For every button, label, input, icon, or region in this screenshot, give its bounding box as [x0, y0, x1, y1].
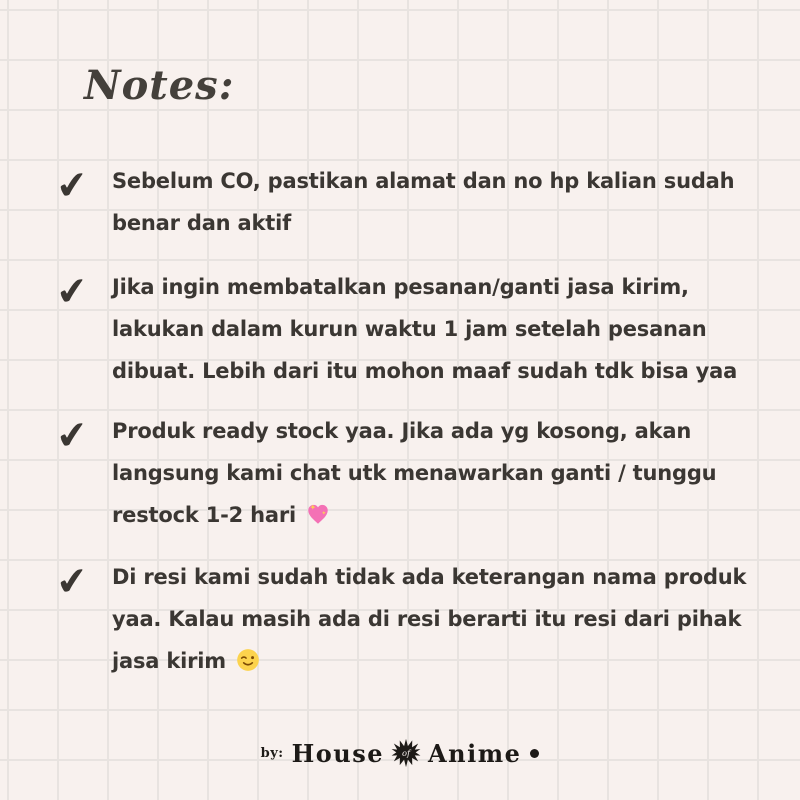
note-line: yaa. Kalau masih ada di resi berarti itu resi dari pihak [112, 607, 742, 631]
note-text [112, 556, 746, 682]
note-line: Sebelum CO, pastikan alamat dan no hp kalian sudah [112, 169, 735, 193]
page-title: Notes: [84, 62, 235, 109]
note-item-1 [56, 160, 734, 244]
checkmark-icon: ✔ [54, 161, 91, 209]
brand-name-anime: Anime [428, 738, 522, 768]
note-item-4 [56, 556, 746, 682]
note-line: benar dan aktif [112, 211, 292, 235]
note-line: Jika ingin membatalkan pesanan/ganti jasa kirim, [112, 275, 689, 299]
footer-by-label: by: [260, 745, 284, 761]
note-text [112, 160, 734, 244]
note-text [112, 266, 737, 392]
note-text [112, 410, 716, 536]
note-line: Di resi kami sudah tidak ada keterangan nama produk [112, 565, 747, 589]
brand-name-house: House [291, 738, 384, 768]
starburst-of-label: of [401, 747, 411, 758]
brand-footer [0, 738, 800, 768]
note-line: restock 1-2 hari [112, 503, 297, 527]
checkmark-icon: ✔ [54, 267, 91, 315]
winking-face-emoji [235, 647, 261, 673]
note-item-3 [56, 410, 716, 536]
note-line: jasa kirim [112, 649, 226, 673]
note-line: lakukan dalam kurun waktu 1 jam setelah pesanan [112, 317, 707, 341]
note-item-2 [56, 266, 737, 392]
starburst-of-icon [391, 738, 421, 768]
brand-dot-icon [530, 749, 539, 758]
checkmark-icon: ✔ [54, 411, 91, 459]
note-line: Produk ready stock yaa. Jika ada yg kosong, akan [112, 419, 692, 443]
sparkling-heart-emoji [305, 501, 331, 527]
note-line: langsung kami chat utk menawarkan ganti / tunggu [112, 461, 717, 485]
checkmark-icon: ✔ [54, 557, 91, 605]
note-line: dibuat. Lebih dari itu mohon maaf sudah tdk bisa yaa [112, 359, 738, 383]
